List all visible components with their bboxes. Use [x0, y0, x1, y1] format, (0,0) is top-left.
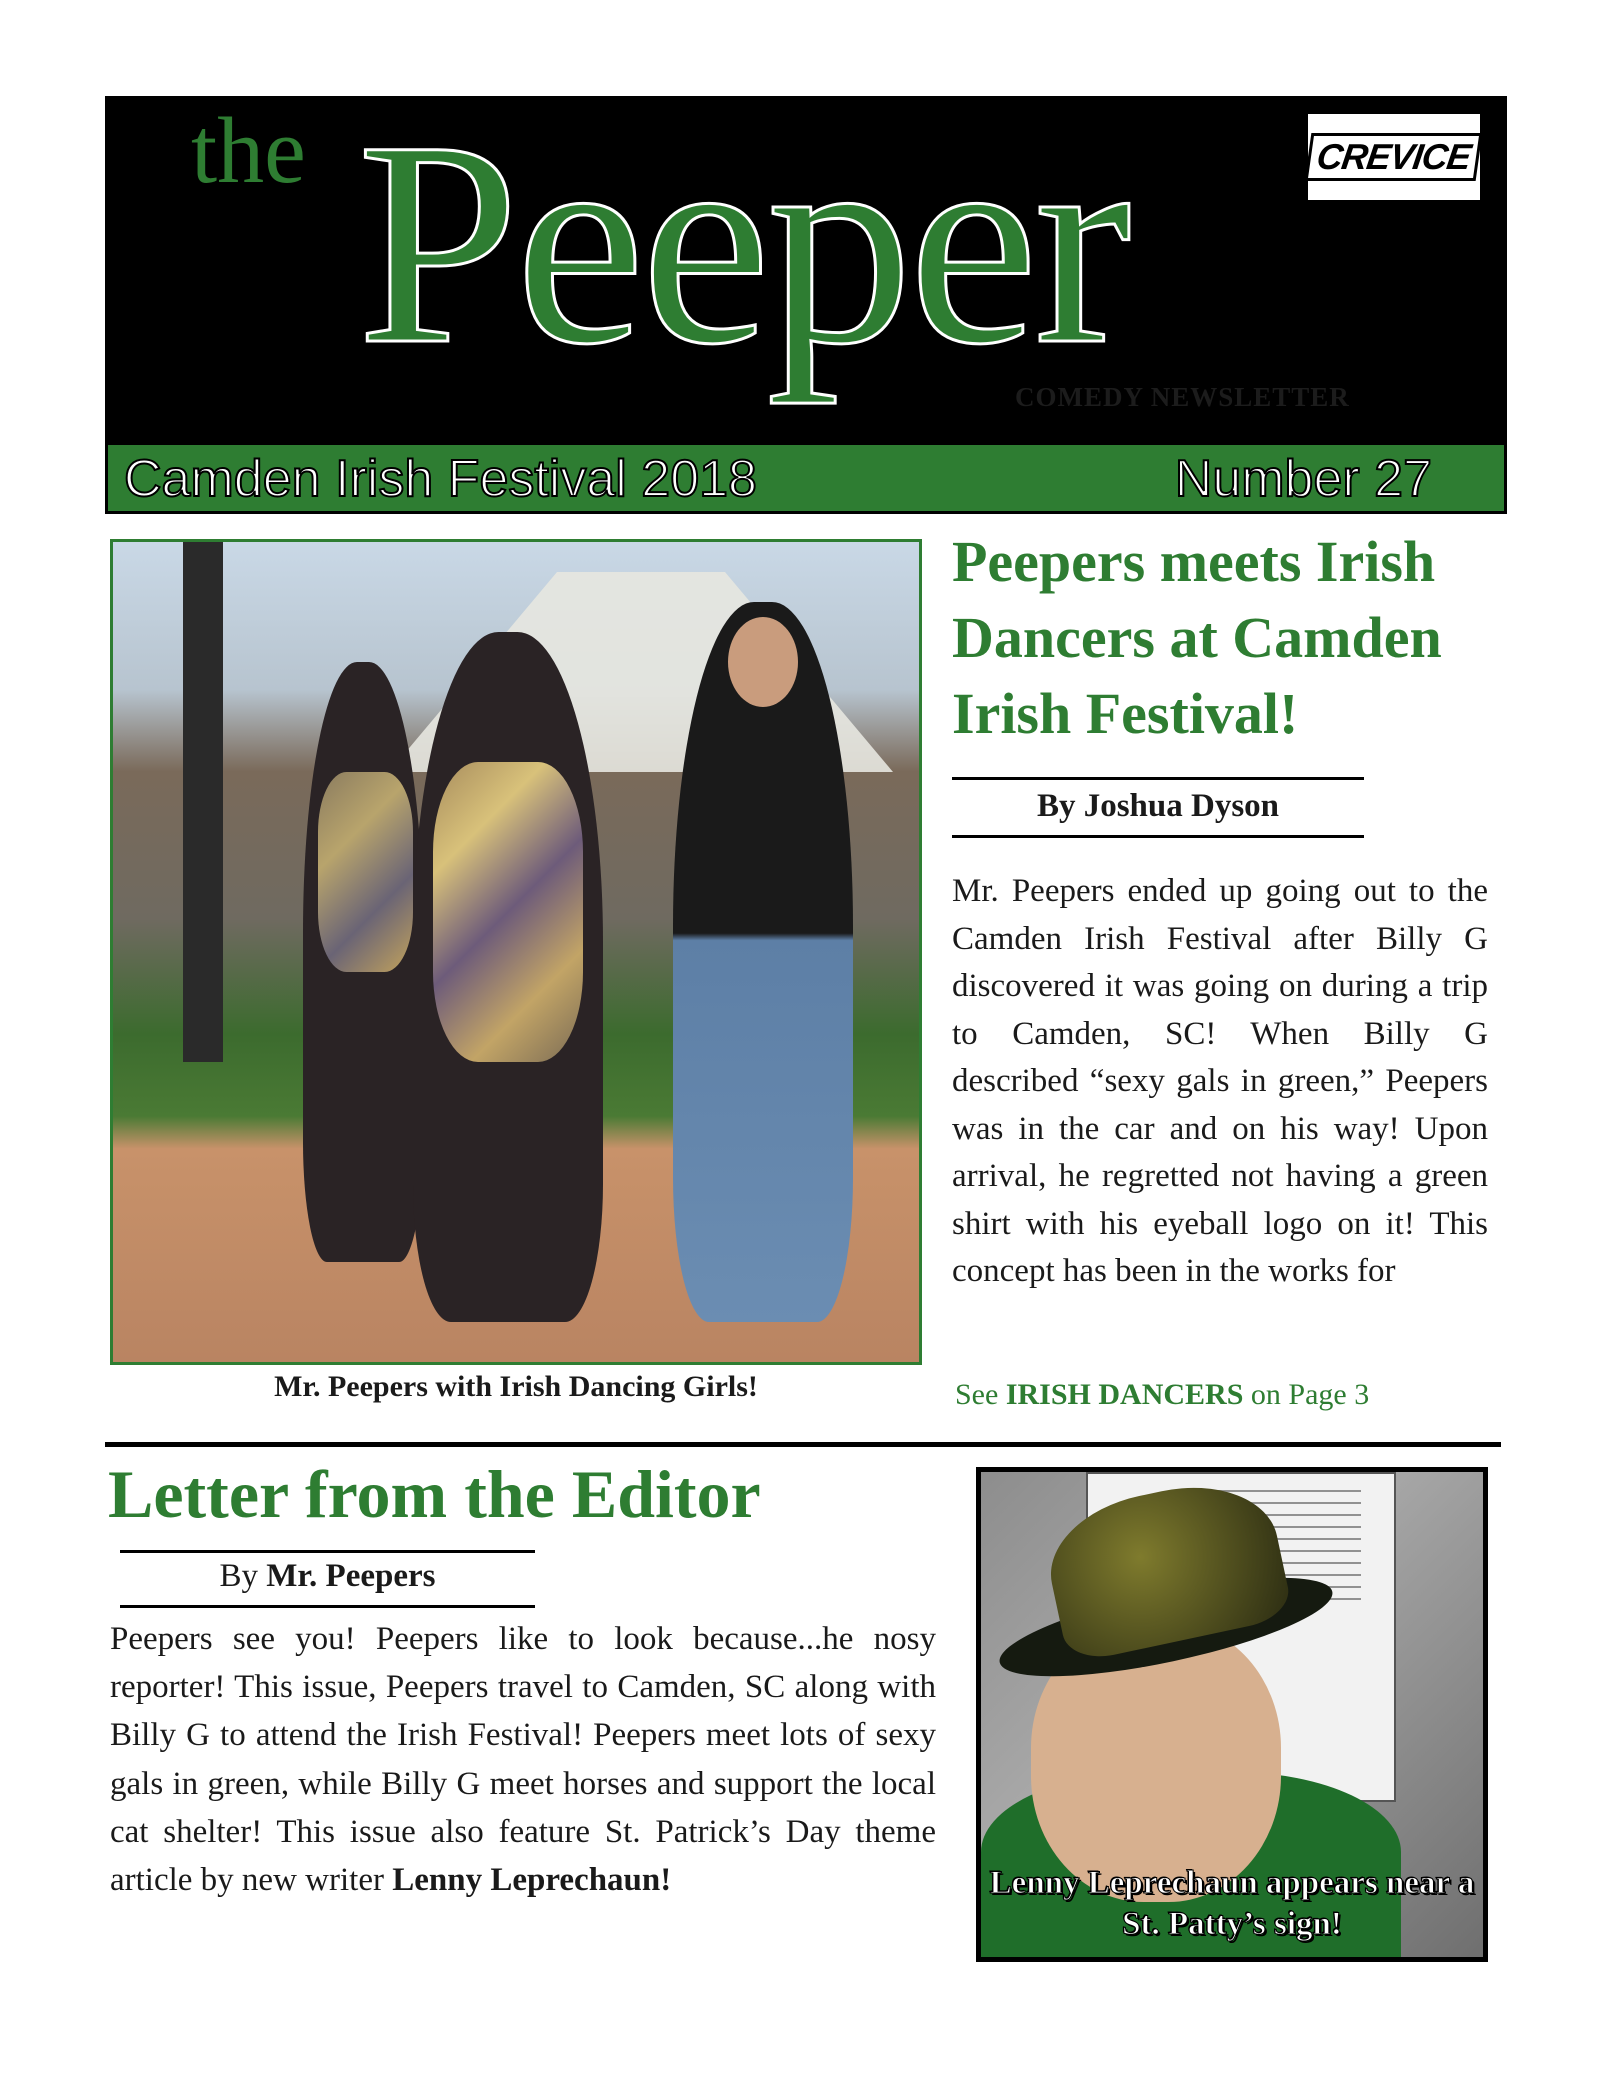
article1-byline: By Joshua Dyson [1036, 788, 1280, 824]
article2-body-bold: Lenny Leprechaun! [392, 1861, 672, 1898]
byline-rule-bottom [952, 835, 1364, 838]
article2-headline: Letter from the Editor [108, 1456, 761, 1532]
article1-body: Mr. Peepers ended up going out to the Camden Irish Festival after Billy G discovered it was going on during a trip to Camden, SC! When Billy G described “sexy gals in green,” Peepers was in the car and on his way! Upon arrival, he regretted not having a green shirt with his eyeball logo on it! This concept has been in the works for [952, 873, 1488, 1290]
logo-text: CREVICE [1305, 133, 1483, 181]
event-title: Camden Irish Festival 2018 [124, 450, 757, 508]
leprechaun-photo-caption: Lenny Leprechaun appears near a St. Patty’s sign! [989, 1864, 1475, 1942]
masthead-title: Peeper [357, 82, 1128, 405]
byline2-rule-top [120, 1550, 535, 1553]
mr-peepers-figure [673, 602, 853, 1322]
sequin-dress-center [433, 762, 583, 1062]
masthead-the: the [191, 99, 306, 203]
dancers-photo [110, 539, 922, 1365]
article2-body [110, 1615, 936, 1904]
issue-banner [105, 442, 1507, 514]
leprechaun-photo [976, 1467, 1488, 1962]
article1-headline: Peepers meets Irish Dancers at Camden Irish Festival! [952, 529, 1442, 746]
byline2-name: Mr. Peepers [266, 1558, 436, 1594]
dancers-photo-caption: Mr. Peepers with Irish Dancing Girls! [274, 1370, 758, 1403]
masthead-subtitle: COMEDY NEWSLETTER [1015, 382, 1350, 412]
section-divider [105, 1442, 1501, 1447]
continued-prefix: See [955, 1378, 999, 1411]
continued-note [955, 1378, 1369, 1412]
continued-link: IRISH DANCERS [1005, 1378, 1244, 1411]
byline2-prefix: By [219, 1558, 259, 1594]
lamp-post [183, 542, 223, 1062]
byline-rule-top [952, 777, 1364, 780]
continued-suffix: on Page 3 [1250, 1378, 1370, 1411]
issue-number: Number 27 [1174, 450, 1432, 508]
sequin-dress-left [318, 772, 413, 972]
byline2-rule-bottom [120, 1605, 535, 1608]
crevice-logo [1308, 114, 1480, 200]
mr-peepers-head [728, 617, 798, 707]
masthead [105, 82, 1507, 442]
article2-byline [120, 1558, 535, 1595]
article2-body-text: Peepers see you! Peepers like to look because...he nosy reporter! This issue, Peepers travel to Camden, SC along with Billy G to attend the Irish Festival! Peepers meet lots of sexy gals in green, while Billy G meet horses and support the local cat shelter! This issue also feature St. Patrick’s Day theme article by new writer [110, 1621, 936, 1898]
